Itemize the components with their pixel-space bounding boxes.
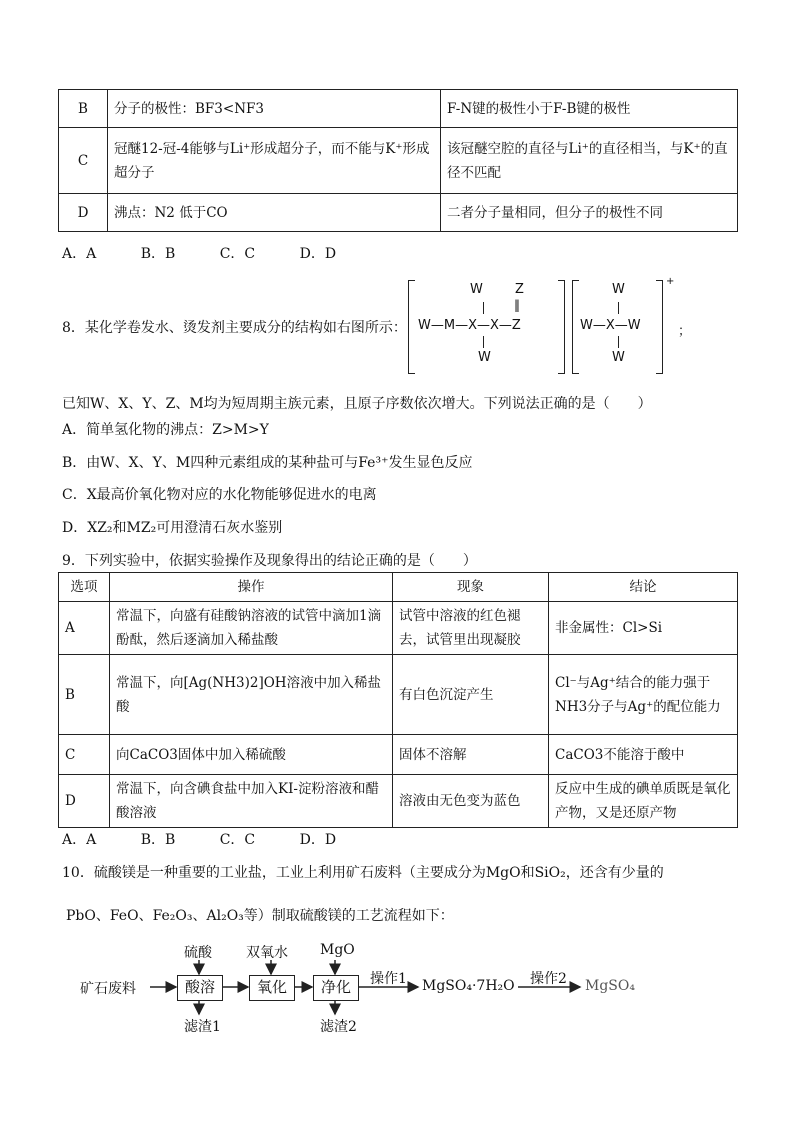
table-row [59,735,738,775]
product-mgso4: MgSO₄ [585,978,635,994]
statement-cell: 沸点：N2 低于CO [108,194,441,232]
operation-cell: 向CaCO3固体中加入稀硫酸 [110,735,393,775]
observation-cell: 溶液由无色变为蓝色 [393,775,549,828]
atom-w-bottom: W [478,350,491,365]
q10-line1: 10．硫酸镁是一种重要的工业盐，工业上利用矿石废料（主要成分为MgO和SiO₂，还含有少量的 [62,865,664,881]
double-bond: ‖ [514,298,520,312]
q9-stem: 9．下列实验中，依据实验操作及现象得出的结论正确的是（ ） [62,553,477,569]
atom-w-top: W [470,282,483,297]
step-acid-dissolve: 酸溶 [177,975,223,1001]
option-cell: D [59,194,108,232]
operation-1: 操作1 [370,971,407,987]
q8-option-d: D．XZ₂和MZ₂可用澄清石灰水鉴别 [62,520,283,536]
table-header-row [59,573,738,602]
q7-table [58,89,738,232]
step-purification: 净化 [313,975,359,1001]
reagent-hydrogen-peroxide: 双氧水 [246,945,288,961]
option-a: A．A [62,246,97,262]
left-chain: W—M—X—X—Z [418,318,521,333]
option-d: D．D [299,246,337,262]
right-chain: W—X—W [580,318,641,333]
option-c: C．C [219,832,256,848]
flow-input: 矿石废料 [80,981,136,997]
atom-z-top: Z [515,282,524,297]
q9-table [58,572,738,828]
header-conclusion: 结论 [549,573,738,602]
table-row [59,128,738,194]
reason-cell: 该冠醚空腔的直径与Li⁺的直径相当，与K⁺的直径不匹配 [441,128,738,194]
conclusion-cell: 非金属性：Cl>Si [549,602,738,655]
observation-cell: 试管中溶液的红色褪去，试管里出现凝胶 [393,602,549,655]
atom-w-top-2: W [612,282,625,297]
table-row [59,90,738,128]
charge-plus: + [666,276,675,287]
option-a: A．A [62,832,97,848]
q10-line2: PbO、FeO、Fe₂O₃、Al₂O₃等）制取硫酸镁的工艺流程如下： [66,908,454,924]
header-observation: 现象 [393,573,549,602]
option-d: D．D [299,832,337,848]
header-option: 选项 [59,573,110,602]
statement-cell: 分子的极性：BF3<NF3 [108,90,441,128]
operation-cell: 常温下，向含碘食盐中加入KI-淀粉溶液和醋酸溶液 [110,775,393,828]
q8-line2: 已知W、X、Y、Z、M均为短周期主族元素，且原子序数依次增大。下列说法正确的是（ ） [62,396,652,412]
table-row [59,775,738,828]
table-row [59,602,738,655]
residue-1: 滤渣1 [184,1019,221,1035]
option-cell: B [59,655,110,735]
q7-options [62,243,376,263]
conclusion-cell: CaCO3不能溶于酸中 [549,735,738,775]
reagent-sulfuric-acid: 硫酸 [184,945,212,961]
option-cell: C [59,735,110,775]
reason-cell: F-N键的极性小于F-B键的极性 [441,90,738,128]
option-b: B．B [140,832,176,848]
observation-cell: 固体不溶解 [393,735,549,775]
product-heptahydrate: MgSO₄·7H₂O [422,978,515,994]
residue-2: 滤渣2 [320,1019,357,1035]
statement-cell: 冠醚12-冠-4能够与Li⁺形成超分子，而不能与K⁺形成超分子 [108,128,441,194]
observation-cell: 有白色沉淀产生 [393,655,549,735]
table-row [59,194,738,232]
conclusion-cell: 反应中生成的碘单质既是氧化产物，又是还原产物 [549,775,738,828]
reagent-mgo: MgO [320,942,355,958]
process-flow-diagram [80,940,640,1040]
option-cell: A [59,602,110,655]
option-cell: D [59,775,110,828]
option-c: C．C [219,246,256,262]
option-cell: C [59,128,108,194]
header-operation: 操作 [110,573,393,602]
option-cell: B [59,90,108,128]
q8-option-b: B．由W、X、Y、M四种元素组成的某种盐可与Fe³⁺发生显色反应 [62,455,473,471]
option-b: B．B [140,246,176,262]
reason-cell: 二者分子量相同，但分子的极性不同 [441,194,738,232]
semicolon: ； [678,324,692,339]
operation-2: 操作2 [530,971,567,987]
step-oxidation: 氧化 [249,975,295,1001]
q8-option-a: A．简单氢化物的沸点：Z>M>Y [62,422,269,438]
atom-w-bottom-2: W [612,350,625,365]
operation-cell: 常温下，向盛有硅酸钠溶液的试管中滴加1滴酚酞，然后逐滴加入稀盐酸 [110,602,393,655]
structure-diagram [408,276,698,376]
q9-options [62,829,376,849]
operation-cell: 常温下，向[Ag(NH3)2]OH溶液中加入稀盐酸 [110,655,393,735]
q8-stem: 8．某化学卷发水、烫发剂主要成分的结构如右图所示： [62,320,407,336]
conclusion-cell: Cl⁻与Ag⁺结合的能力强于NH3分子与Ag⁺的配位能力 [549,655,738,735]
table-row [59,655,738,735]
q8-option-c: C．X最高价氧化物对应的水化物能够促进水的电离 [62,487,377,503]
